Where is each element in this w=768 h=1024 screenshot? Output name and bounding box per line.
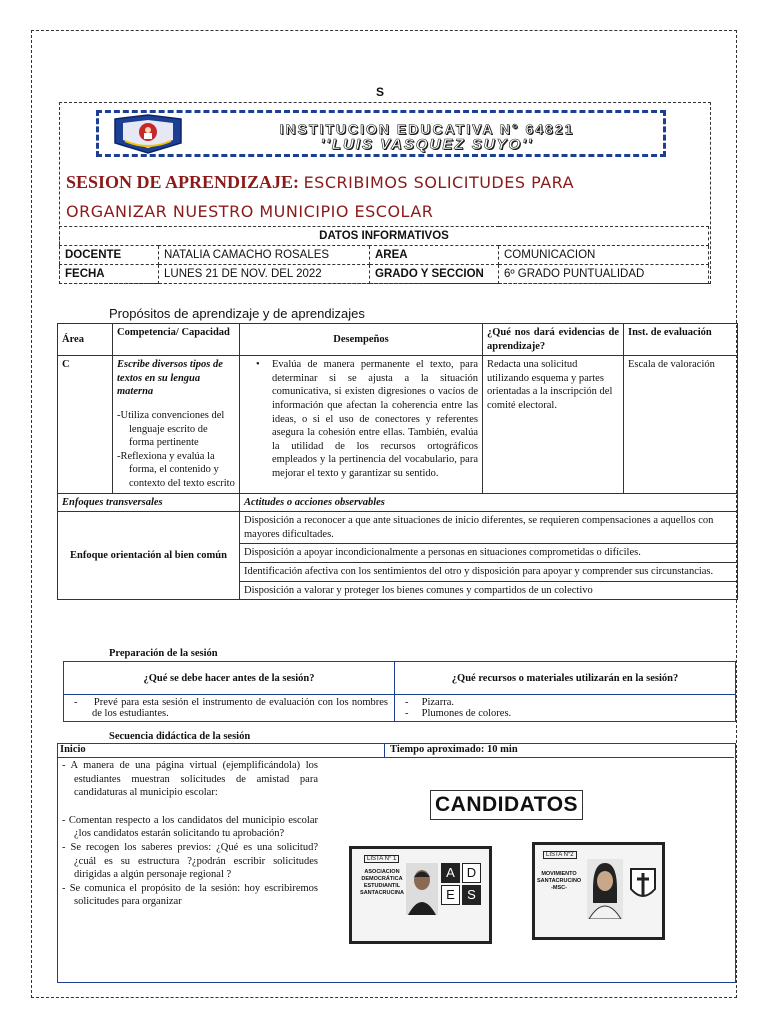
propositos-table bbox=[57, 323, 738, 600]
secuencia-header-line bbox=[57, 757, 734, 758]
fecha-value: LUNES 21 DE NOV. DEL 2022 bbox=[159, 265, 370, 284]
enfoques-label: Enfoques transversales bbox=[58, 493, 240, 512]
candidate-2-photo bbox=[587, 859, 623, 919]
recursos-cell bbox=[395, 695, 736, 722]
secuencia-header-divider bbox=[384, 743, 385, 757]
preparacion-title: Preparación de la sesión bbox=[109, 648, 218, 659]
enfoque-name: Enfoque orientación al bien común bbox=[58, 512, 240, 600]
card1-org: ASOCIACION DEMOCRÁTICA ESTUDIANTIL SANTACRUCINA bbox=[360, 869, 404, 896]
propositos-title: Propósitos de aprendizaje y de aprendizajes bbox=[109, 306, 365, 321]
instrumento-cell: Escala de valoración bbox=[624, 356, 738, 493]
secuencia-title: Secuencia didáctica de la sesión bbox=[109, 731, 251, 742]
actitud-item: Disposición a valorar y proteger los bienes comunes y compartidos de un colectivo bbox=[240, 581, 738, 600]
actitudes-label: Actitudes o acciones observables bbox=[240, 493, 738, 512]
recurso-item: - Plumones de colores. bbox=[405, 708, 512, 719]
instrumento-header: Inst. de evaluación bbox=[624, 324, 738, 356]
area-header: Área bbox=[58, 324, 113, 356]
antes-cell bbox=[64, 695, 395, 722]
inicio-step: - Se recogen los saberes previos: ¿Qué es una solicitud? ¿cuál es su estructura ?¿podrán escribir solicitudes dirigidas a algún personaje regional ? bbox=[62, 841, 318, 881]
actitud-item: Disposición a apoyar incondicionalmente a personas en situaciones comprometidas o difíciles. bbox=[240, 544, 738, 563]
area-value: C bbox=[58, 356, 113, 493]
inicio-label: Inicio bbox=[60, 744, 86, 755]
docente-value: NATALIA CAMACHO ROSALES bbox=[159, 246, 370, 265]
ades-letter-a: A bbox=[441, 863, 460, 883]
area-label: AREA bbox=[370, 246, 499, 265]
recurso-item-text: Plumones de colores. bbox=[421, 708, 512, 719]
desempenos-header: Desempeños bbox=[240, 324, 483, 356]
fecha-label: FECHA bbox=[60, 265, 159, 284]
datos-informativos-table bbox=[59, 226, 709, 284]
ades-logo bbox=[441, 863, 481, 915]
candidate-card-2 bbox=[532, 842, 665, 940]
datos-heading: DATOS INFORMATIVOS bbox=[60, 227, 709, 246]
session-title-part1: ESCRIBIMOS SOLICITUDES PARA bbox=[303, 173, 575, 192]
card2-list-label: LISTA N°2 bbox=[543, 851, 577, 859]
ades-letter-d: D bbox=[462, 863, 481, 883]
candidate-1-photo bbox=[406, 863, 438, 915]
preparacion-table bbox=[63, 661, 736, 722]
competencia-cell bbox=[113, 356, 240, 493]
antes-item-text: Prevé para esta sesión el instrumento de evaluación con los nombres de los estudiantes. bbox=[92, 697, 389, 719]
antes-item: - Prevé para esta sesión el instrumento de evaluación con los nombres de los estudiantes. bbox=[74, 697, 389, 719]
area-value: COMUNICACION bbox=[499, 246, 709, 265]
inicio-step: - Se comunica el propósito de la sesión: hoy escribiremos solicitudes para organizar bbox=[62, 882, 318, 908]
grado-label: GRADO Y SECCION bbox=[370, 265, 499, 284]
msc-logo bbox=[629, 865, 657, 905]
evidencia-cell: Redacta una solicitud utilizando esquema y partes orientadas a la inscripción del comité electoral. bbox=[483, 356, 624, 493]
capacidades-list bbox=[117, 409, 235, 491]
candidate-card-1 bbox=[349, 846, 492, 944]
recurso-item-text: Pizarra. bbox=[421, 697, 454, 708]
actitud-item: Disposición a reconocer a que ante situaciones de inicio diferentes, se requieren compensaciones a aquellos con mayores dificultades. bbox=[240, 512, 738, 544]
capacidad-item: -Utiliza convenciones del lenguaje escrito de forma pertinente bbox=[117, 409, 225, 449]
session-title-part2: ORGANIZAR NUESTRO MUNICIPIO ESCOLAR bbox=[66, 202, 434, 221]
capacidad-item: -Reflexiona y evalúa la forma, el contenido y contexto del texto escrito bbox=[117, 450, 235, 489]
session-title bbox=[66, 168, 706, 226]
grado-value: 6º GRADO PUNTUALIDAD bbox=[499, 265, 709, 284]
recurso-item: - Pizarra. bbox=[405, 697, 454, 708]
inicio-steps bbox=[60, 759, 318, 909]
ades-letter-e: E bbox=[441, 885, 460, 905]
desempeno-item: • Evalúa de manera permanente el texto, para determinar si se ajusta a la situación comunicativa, si existen digresiones o vacíos de información que afectan la coherencia entre las ideas, o si el uso de conectores y referentes asegura la cohesión entre ellas. También, evalúa la utilidad de los recursos ortográficos empleados y la pertinencia del vocabulario, para mejorar el texto y garantizar su sentido. bbox=[272, 358, 478, 480]
institution-name: INSTITUCION EDUCATIVA N° 64821 bbox=[279, 121, 575, 137]
desempeno-list bbox=[244, 358, 478, 480]
card2-org: MOVIMIENTO SANTACRUCINO -MSC- bbox=[537, 871, 582, 891]
competencia-header: Competencia/ Capacidad bbox=[113, 324, 240, 356]
inicio-step: - A manera de una página virtual (ejemplificándola) los estudiantes muestran solicitudes de amistad para candidaturas al municipio escolar: bbox=[62, 760, 318, 799]
candidatos-title: CANDIDATOS bbox=[430, 790, 583, 820]
inicio-step: - Comentan respecto a los candidatos del municipio escolar ¿los candidatos estarán solicitando tu aprobación? bbox=[62, 814, 318, 840]
ades-letter-s: S bbox=[462, 885, 481, 905]
header-letter: S bbox=[376, 85, 385, 99]
competencia-title: Escribe diversos tipos de textos en su lengua materna bbox=[117, 359, 223, 398]
tiempo-label: Tiempo aproximado: 10 min bbox=[390, 744, 518, 755]
school-logo bbox=[111, 113, 185, 155]
docente-label: DOCENTE bbox=[60, 246, 159, 265]
card1-list-label: LISTA N° 1 bbox=[364, 855, 399, 863]
desempeno-cell bbox=[240, 356, 483, 493]
recursos-header: ¿Qué recursos o materiales utilizarán en la sesión? bbox=[395, 662, 736, 695]
school-name: ''LUIS VASQUEZ SUYO'' bbox=[320, 136, 534, 153]
evidencias-header: ¿Qué nos dará evidencias de aprendizaje? bbox=[483, 324, 624, 356]
session-label: SESION DE APRENDIZAJE: bbox=[66, 172, 300, 192]
actitud-item: Identificación afectiva con los sentimientos del otro y disposición para apoyar y comprender sus circunstancias. bbox=[240, 562, 738, 581]
antes-header: ¿Qué se debe hacer antes de la sesión? bbox=[64, 662, 395, 695]
